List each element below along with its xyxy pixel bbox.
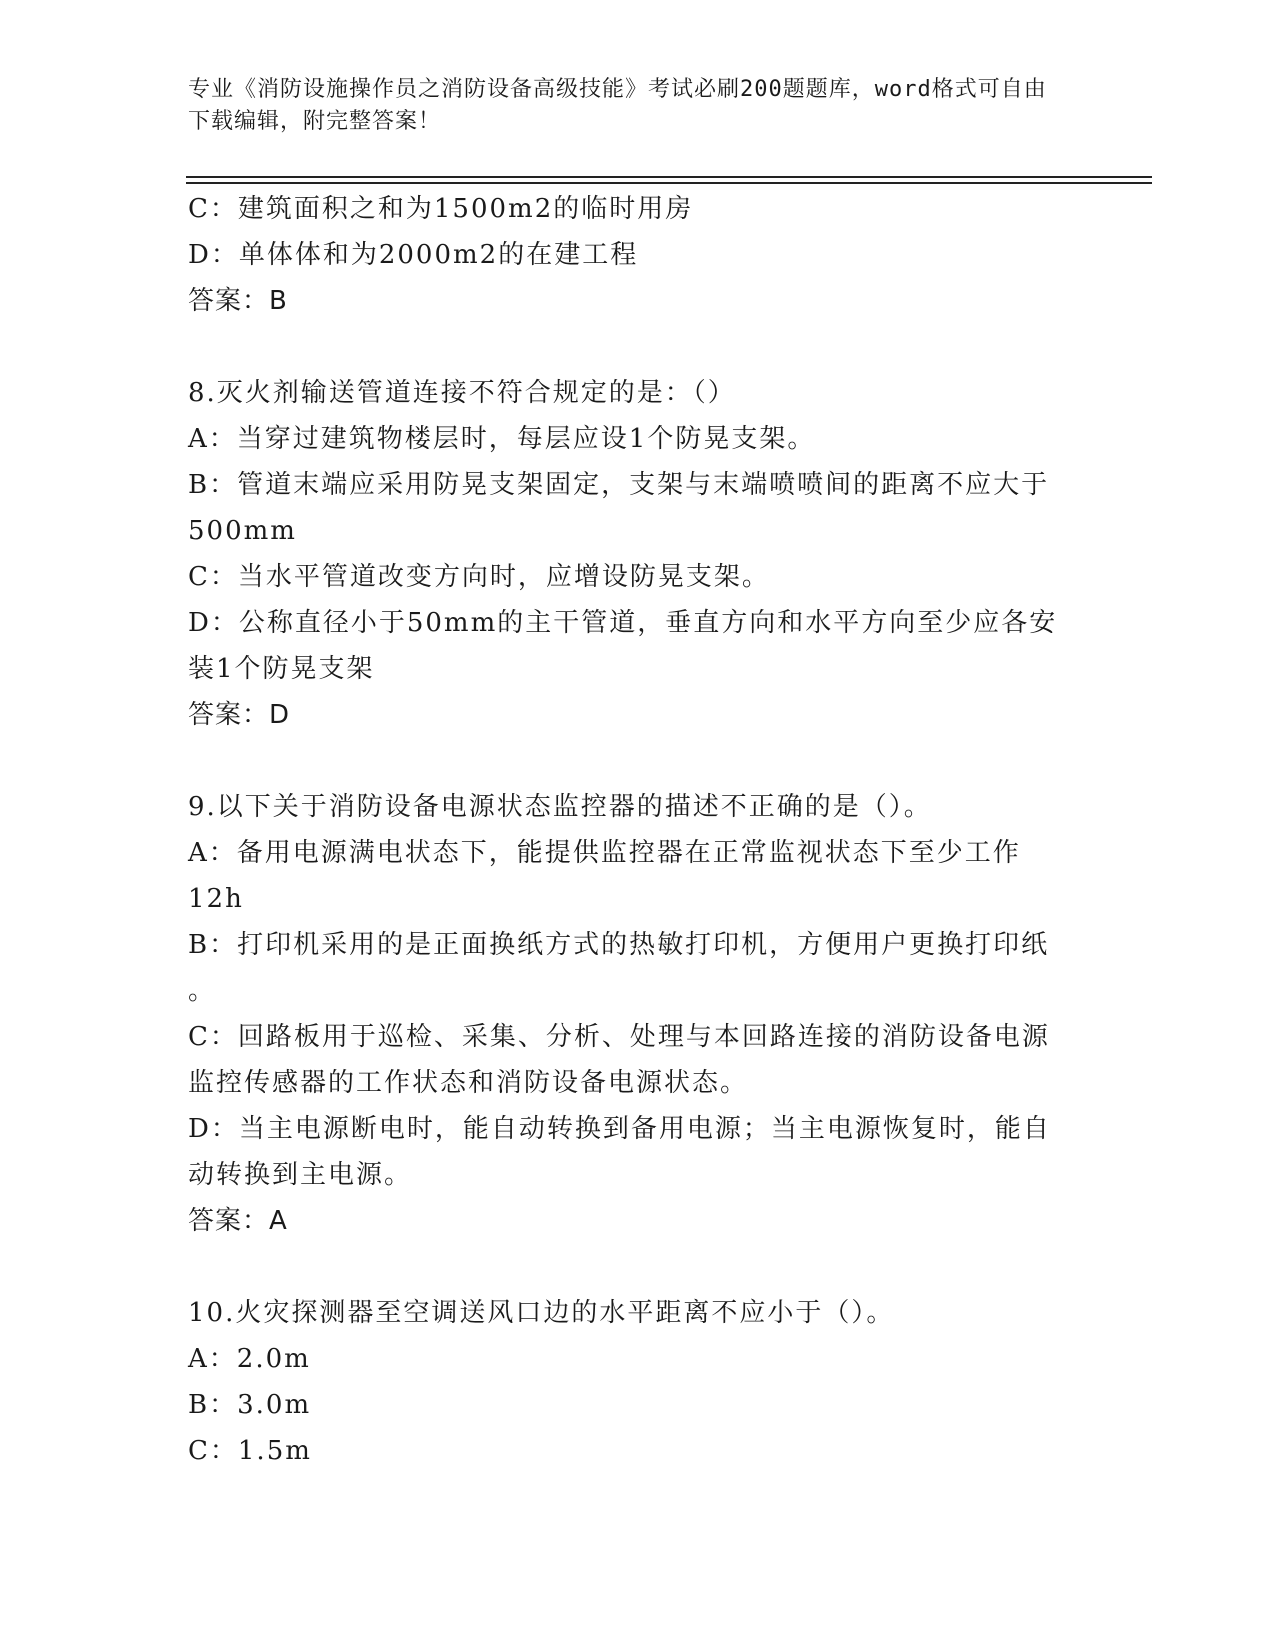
q8-option-d-line1: D：公称直径小于50mm的主干管道，垂直方向和水平方向至少应各安	[188, 608, 1058, 638]
prev-option-c: C：建筑面积之和为1500m2的临时用房	[188, 194, 694, 224]
q8-option-d-line2: 装1个防晃支架	[188, 654, 375, 684]
q9-option-a-line2: 12h	[188, 884, 244, 914]
q9-option-d-line2: 动转换到主电源。	[188, 1160, 413, 1190]
q9-stem: 9.以下关于消防设备电源状态监控器的描述不正确的是（）。	[188, 792, 932, 822]
spacer	[188, 324, 1088, 370]
q8-answer: 答案：D	[188, 700, 291, 730]
q10-option-c: C：1.5m	[188, 1436, 312, 1466]
q9-option-b-line1: B：打印机采用的是正面换纸方式的热敏打印机，方便用户更换打印纸	[188, 930, 1050, 960]
q9-option-b-line2: 。	[188, 976, 217, 1006]
q9-option-d-line1: D：当主电源断电时，能自动转换到备用电源；当主电源恢复时，能自	[188, 1114, 1051, 1144]
q8-option-a: A：当穿过建筑物楼层时，每层应设1个防晃支架。	[188, 424, 816, 454]
spacer	[188, 1244, 1088, 1290]
header-divider-top	[186, 176, 1152, 178]
q10-option-a: A：2.0m	[188, 1344, 311, 1374]
q8-option-b-line2: 500mm	[188, 516, 297, 546]
prev-option-d: D：单体体和为2000m2的在建工程	[188, 240, 639, 270]
q9-option-c-line1: C：回路板用于巡检、采集、分析、处理与本回路连接的消防设备电源	[188, 1022, 1050, 1052]
header-divider-bottom	[186, 182, 1152, 184]
q9-option-c-line2: 监控传感器的工作状态和消防设备电源状态。	[188, 1068, 749, 1098]
q10-stem: 10.火灾探测器至空调送风口边的水平距离不应小于（）。	[188, 1298, 895, 1328]
q8-option-c: C：当水平管道改变方向时，应增设防晃支架。	[188, 562, 770, 592]
document-header: 专业《消防设施操作员之消防设备高级技能》考试必刷200题题库，word格式可自由下载编辑，附完整答案！	[188, 77, 1047, 134]
question-body	[188, 186, 1088, 1474]
spacer	[188, 738, 1088, 784]
q9-option-a-line1: A：备用电源满电状态下，能提供监控器在正常监视状态下至少工作	[188, 838, 1021, 868]
q9-answer: 答案：A	[188, 1206, 288, 1236]
prev-answer: 答案：B	[188, 286, 288, 316]
q8-option-b-line1: B：管道末端应采用防晃支架固定，支架与末端喷喷间的距离不应大于	[188, 470, 1050, 500]
q10-option-b: B：3.0m	[188, 1390, 312, 1420]
q8-stem: 8.灭火剂输送管道连接不符合规定的是：（）	[188, 378, 736, 408]
